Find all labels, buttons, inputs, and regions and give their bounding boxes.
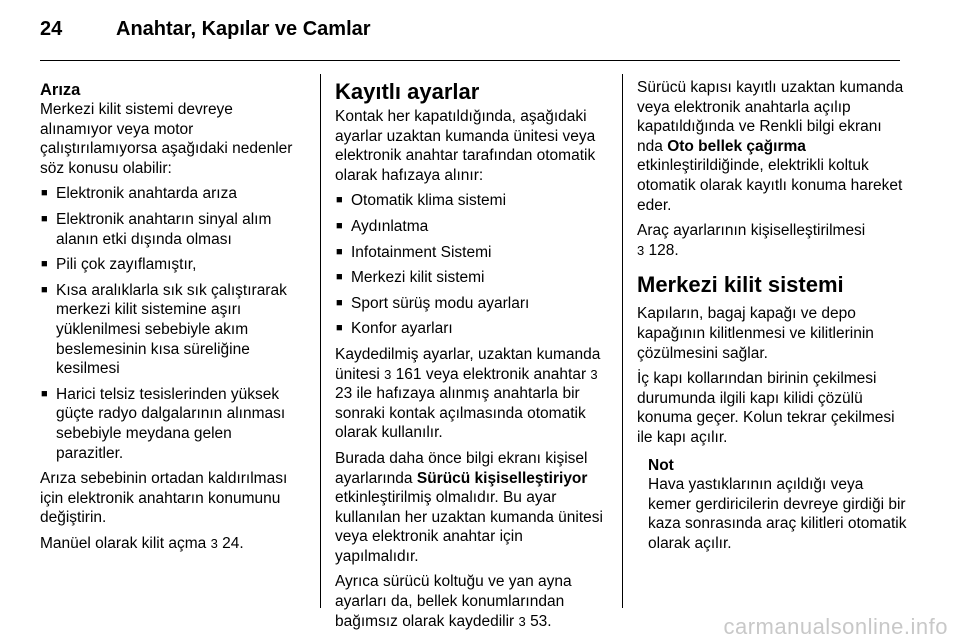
paragraph-text: Sürücü kapısı kayıtlı uzaktan kumanda veya elektronik anahtarla açılıp kapatıldığında ve Renkli bilgi ekranı nda xyxy=(637,79,904,155)
header-rule xyxy=(40,60,900,61)
page-header xyxy=(40,18,371,50)
list-item: ■ Aydınlatma xyxy=(335,217,607,237)
list-item: ■ Konfor ayarları xyxy=(335,319,607,339)
manual-unlock-paragraph xyxy=(40,534,302,554)
driver-door-paragraph xyxy=(637,78,907,215)
saved-settings-usage-paragraph xyxy=(335,345,607,443)
column-3 xyxy=(637,78,907,553)
paragraph-text: 23 ile hafızaya alınmış anahtarla bir sonraki kontak açılmasında otomatik olarak kullanılır. xyxy=(335,385,586,442)
column-divider-2 xyxy=(622,74,623,608)
paragraph-text: Kaydedilmiş ayarlar, uzaktan kumanda ünitesi xyxy=(335,345,601,383)
watermark: carmanualsonline.info xyxy=(723,614,948,639)
central-locking-paragraph: Kapıların, bagaj kapağı ve depo kapağının kilitlenmesi ve kilitlerinin çözülmesini sağlar. xyxy=(637,305,874,362)
list-item: ■ Kısa aralıklarla sık sık çalıştırarak merkezi kilit sistemine aşırı yüklenilmesi sebebiyle akım beslemesinin kısa süreliğine kesilmesi xyxy=(40,281,302,379)
paragraph-text: Ayrıca sürücü koltuğu ve yan ayna ayarları da, bellek konumlarından bağımsız olarak kaydedilir xyxy=(335,573,572,630)
column-1 xyxy=(40,78,302,559)
paragraph-text: Burada daha önce bilgi ekranı kişisel ayarlarında xyxy=(335,449,588,487)
driver-personalization-paragraph xyxy=(335,449,607,567)
column-divider-1 xyxy=(320,74,321,608)
paragraph-text: etkinleştirildiğinde, elektrikli koltuk otomatik olarak kayıtlı konuma hareket eder. xyxy=(637,157,903,214)
saved-settings-list xyxy=(335,191,607,339)
list-item: ■ Otomatik klima sistemi xyxy=(335,191,607,211)
page-reference-icon: 3 xyxy=(210,535,218,551)
page-reference-icon: 3 xyxy=(384,366,392,382)
list-item: ■ Elektronik anahtarın sinyal alım alanın etki dışında olması xyxy=(40,210,302,249)
note-box xyxy=(637,456,907,554)
list-item: ■ Infotainment Sistemi xyxy=(335,243,607,263)
list-item: ■ Merkezi kilit sistemi xyxy=(335,268,607,288)
page-reference-icon: 3 xyxy=(637,242,645,258)
note-title: Not xyxy=(648,456,674,474)
kayitli-intro: Kontak her kapatıldığında, aşağıdaki ayarlar uzaktan kumanda ünitesi veya elektronik anahtar tarafından otomatik olarak hafızaya alınır: xyxy=(335,108,596,184)
setting-name: Sürücü kişiselleştiriyor xyxy=(416,469,588,487)
manual-unlock-page-link[interactable]: 24. xyxy=(222,534,244,552)
paragraph-text: 161 veya elektronik anahtar xyxy=(395,365,587,383)
list-item: ■ Sport sürüş modu ayarları xyxy=(335,294,607,314)
page-link[interactable]: 53. xyxy=(530,612,552,630)
column-2 xyxy=(335,78,607,637)
section-heading-merkezi-kilit: Merkezi kilit sistemi xyxy=(637,272,844,298)
chapter-title: Anahtar, Kapılar ve Camlar xyxy=(116,18,371,40)
seat-mirror-paragraph xyxy=(335,572,607,631)
paragraph-text: Araç ayarlarının kişiselleştirilmesi xyxy=(637,222,866,240)
list-item: ■ Pili çok zayıflamıştır, xyxy=(40,255,302,275)
page-link[interactable]: 128. xyxy=(648,241,679,259)
page-reference-icon: 3 xyxy=(518,613,526,629)
note-text: Hava yastıklarının açıldığı veya kemer gerdiricilerin devreye girdiği bir kaza sonrasında araç kilitleri otomatik olarak açılır. xyxy=(648,476,907,552)
ariza-intro: Merkezi kilit sistemi devreye alınamıyor veya motor çalıştırılamıyorsa aşağıdaki nedenler söz konusu olabilir: xyxy=(40,101,293,177)
setting-name: Oto bellek çağırma xyxy=(667,137,806,155)
paragraph-text: etkinleştirilmiş olmalıdır. Bu ayar kullanılan her uzaktan kumanda ünitesi veya elektronik anahtar için yapılmalıdır. xyxy=(335,489,603,565)
page-number: 24 xyxy=(40,18,63,40)
page-reference-icon: 3 xyxy=(590,366,598,382)
manual-unlock-text: Manüel olarak kilit açma xyxy=(40,534,207,552)
section-heading-ariza: Arıza xyxy=(40,81,81,99)
list-item: ■ Harici telsiz tesislerinden yüksek güçte radyo dalgalarının alınması sebebiyle meydana gelen parazitler. xyxy=(40,385,302,463)
inner-handle-paragraph: İç kapı kollarından birinin çekilmesi durumunda ilgili kapı kilidi çözülü konuma geçer. Kolun tekrar çekilmesi ile kapı açılır. xyxy=(637,370,895,446)
vehicle-personalization-paragraph xyxy=(637,221,907,260)
section-heading-kayitli-ayarlar: Kayıtlı ayarlar xyxy=(335,79,480,104)
list-item: ■ Elektronik anahtarda arıza xyxy=(40,184,302,204)
ariza-fix-paragraph: Arıza sebebinin ortadan kaldırılması için elektronik anahtarın konumunu değiştirin. xyxy=(40,470,288,527)
ariza-cause-list xyxy=(40,184,302,463)
